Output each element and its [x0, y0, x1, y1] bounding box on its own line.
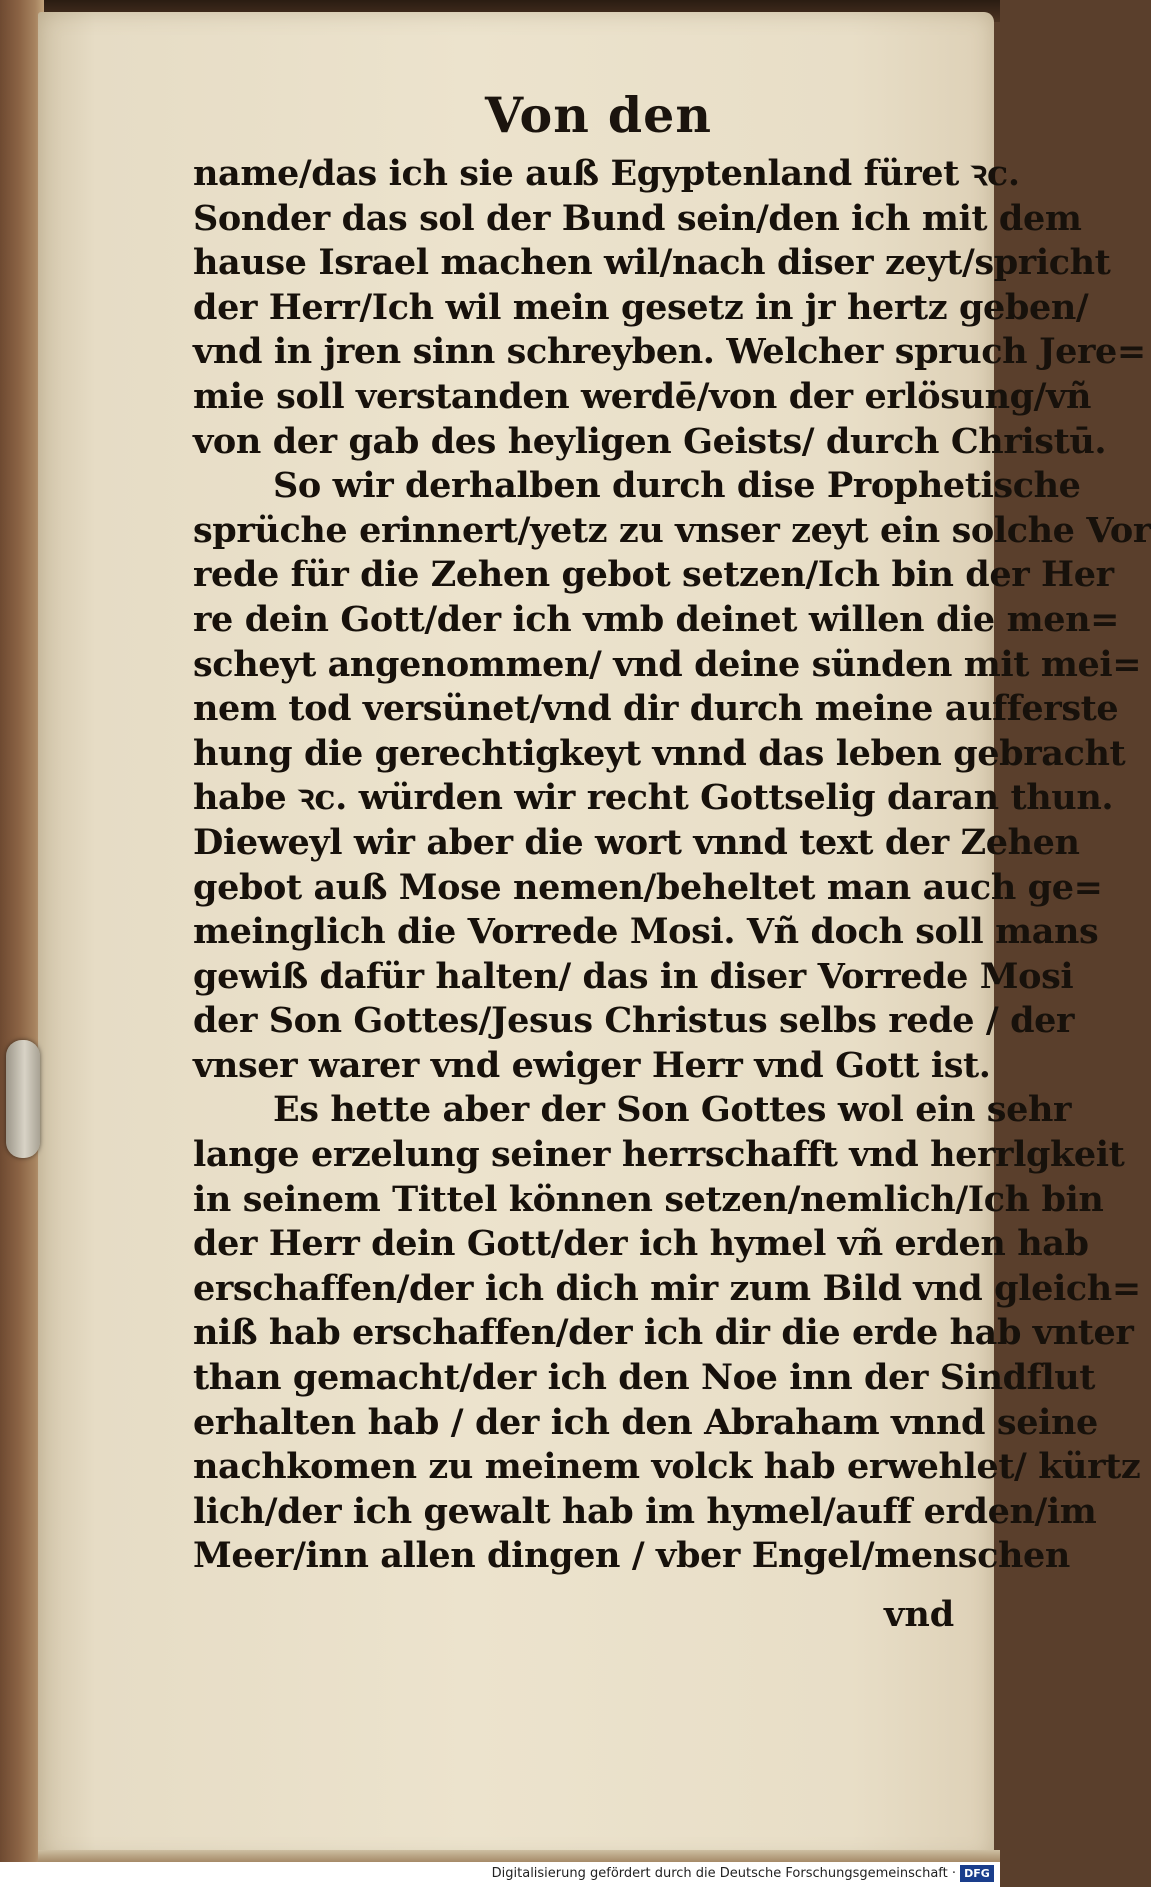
- text-line: scheyt angenommen/ vnd deine sünden mit mei=: [193, 643, 1142, 685]
- text-line: So wir derhalben durch dise Prophetische: [273, 465, 1081, 507]
- text-line: nachkomen zu meinem volck hab erwehlet/ kürtz: [193, 1446, 1141, 1488]
- text-line: erschaffen/der ich dich mir zum Bild vnd gleich=: [193, 1267, 1141, 1309]
- text-line: vnser warer vnd ewiger Herr vnd Gott ist.: [193, 1044, 991, 1086]
- text-line: than gemacht/der ich den Noe inn der Sindflut: [193, 1357, 1096, 1399]
- text-line: re dein Gott/der ich vmb deinet willen die men=: [193, 598, 1120, 640]
- text-line: gebot auß Mose nemen/beheltet man auch ge=: [193, 866, 1103, 908]
- text-line: meinglich die Vorrede Mosi. Vñ doch soll mans: [193, 911, 1099, 953]
- text-line: Dieweyl wir aber die wort vnnd text der Zehen: [193, 821, 1080, 863]
- text-line: in seinem Tittel können setzen/nemlich/Ich bin: [193, 1178, 1104, 1220]
- text-line: hause Israel machen wil/nach diser zeyt/spricht: [193, 242, 1111, 284]
- text-line: von der gab des heyligen Geists/ durch Christū.: [193, 420, 1107, 462]
- text-line: habe ꝛc. würden wir recht Gottselig daran thun.: [193, 777, 1114, 819]
- text-line: lich/der ich gewalt hab im hymel/auff erden/im: [193, 1490, 1097, 1532]
- text-line: Sonder das sol der Bund sein/den ich mit dem: [193, 197, 1082, 239]
- text-line: sprüche erinnert/yetz zu vnser zeyt ein solche Vor: [193, 509, 1151, 551]
- text-line: rede für die Zehen gebot setzen/Ich bin der Her: [193, 554, 1114, 596]
- text-line: der Son Gottes/Jesus Christus selbs rede / der: [193, 1000, 1075, 1042]
- text-line: niß hab erschaffen/der ich dir die erde hab vnter: [193, 1312, 1134, 1354]
- footer-bar: [0, 1862, 1000, 1887]
- book-clasp: [6, 1040, 40, 1158]
- text-line: nem tod versünet/vnd dir durch meine aufferste: [193, 688, 1119, 730]
- text-line: der Herr/Ich wil mein gesetz in jr hertz geben/: [193, 286, 1089, 328]
- catchword: vnd: [884, 1594, 955, 1635]
- text-line: erhalten hab / der ich den Abraham vnnd seine: [193, 1401, 1098, 1443]
- text-line: der Herr dein Gott/der ich hymel vñ erden hab: [193, 1223, 1089, 1265]
- text-line: mie soll verstanden werdē/von der erlösung/vñ: [193, 375, 1092, 417]
- text-line: lange erzelung seiner herrschafft vnd herrlgkeit: [193, 1134, 1125, 1176]
- page-bottom-edge: [38, 1850, 1000, 1862]
- body-text: [193, 152, 1151, 1579]
- text-line: Es hette aber der Son Gottes wol ein sehr: [273, 1089, 1072, 1131]
- text-line: name/das ich sie auß Egyptenland füret ꝛc.: [193, 153, 1020, 194]
- running-header: Von den: [485, 86, 712, 144]
- text-line: Meer/inn allen dingen / vber Engel/menschen: [193, 1535, 1070, 1577]
- text-line: hung die gerechtigkeyt vnnd das leben gebracht: [193, 732, 1126, 774]
- text-line: gewiß dafür halten/ das in diser Vorrede Mosi: [193, 955, 1074, 997]
- text-line: vnd in jren sinn schreyben. Welcher spruch Jere=: [193, 331, 1146, 373]
- funding-credit: Digitalisierung gefördert durch die Deutsche Forschungsgemeinschaft ·: [491, 1866, 956, 1881]
- dfg-logo: DFG: [960, 1865, 994, 1882]
